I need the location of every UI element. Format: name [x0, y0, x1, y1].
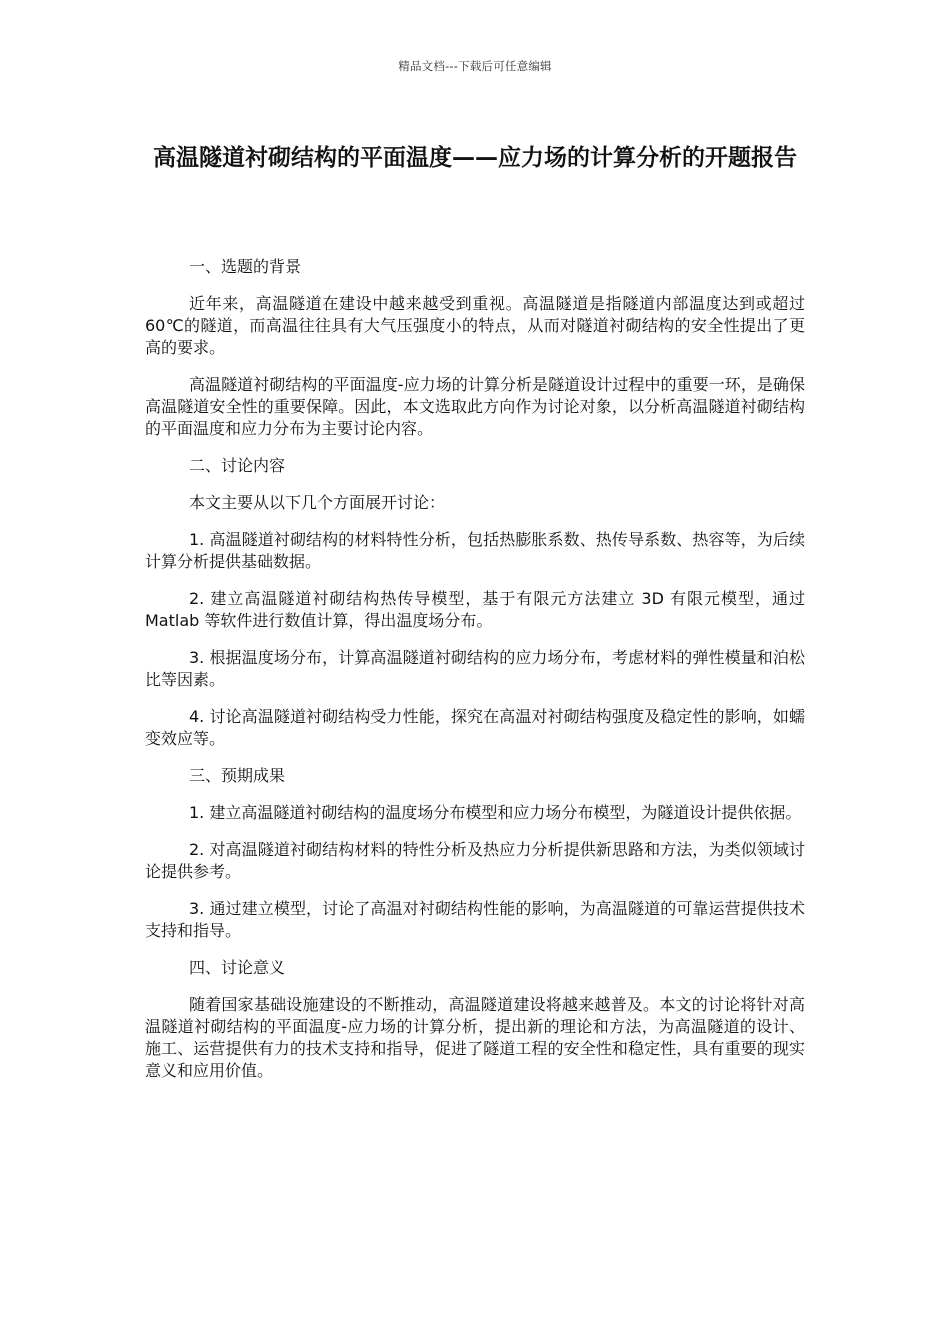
- paragraph: 本文主要从以下几个方面展开讨论：: [189, 493, 446, 512]
- list-item: 1. 高温隧道衬砌结构的材料特性分析，包括热膨胀系数、热传导系数、热容等，为后续计算分析提供基础数据。: [145, 530, 805, 571]
- list-item: 2. 建立高温隧道衬砌结构热传导模型，基于有限元方法建立 3D 有限元模型，通过 Matlab 等软件进行数值计算，得出温度场分布。: [145, 589, 805, 630]
- header-note: 精品文档---下载后可任意编辑: [398, 59, 552, 73]
- paragraph: 近年来，高温隧道在建设中越来越受到重视。高温隧道是指隧道内部温度达到或超过 60℃的隧道，而高温往往具有大气压强度小的特点，从而对隧道衬砌结构的安全性提出了更高的要求。: [145, 294, 805, 357]
- list-item: 4. 讨论高温隧道衬砌结构受力性能，探究在高温对衬砌结构强度及稳定性的影响，如蠕变效应等。: [145, 707, 805, 748]
- list-item: 2. 对高温隧道衬砌结构材料的特性分析及热应力分析提供新思路和方法，为类似领域讨论提供参考。: [145, 840, 805, 881]
- paragraph: 随着国家基础设施建设的不断推动，高温隧道建设将越来越普及。本文的讨论将针对高温隧道衬砌结构的平面温度-应力场的计算分析，提出新的理论和方法，为高温隧道的设计、施工、运营提供有力的技术支持和指导，促进了隧道工程的安全性和稳定性，具有重要的现实意义和应用价值。: [145, 995, 805, 1080]
- list-item: 1. 建立高温隧道衬砌结构的温度场分布模型和应力场分布模型，为隧道设计提供依据。: [189, 803, 802, 822]
- section-heading-significance: 四、讨论意义: [189, 958, 286, 977]
- list-item: 3. 通过建立模型，讨论了高温对衬砌结构性能的影响，为高温隧道的可靠运营提供技术支持和指导。: [145, 899, 805, 940]
- section-heading-outcomes: 三、预期成果: [189, 766, 286, 785]
- section-heading-content: 二、讨论内容: [189, 456, 286, 475]
- paragraph: 高温隧道衬砌结构的平面温度-应力场的计算分析是隧道设计过程中的重要一环，是确保高温隧道安全性的重要保障。因此，本文选取此方向作为讨论对象，以分析高温隧道衬砌结构的平面温度和应力分布为主要讨论内容。: [145, 375, 805, 438]
- section-heading-background: 一、选题的背景: [189, 257, 302, 276]
- document-title: 高温隧道衬砌结构的平面温度——应力场的计算分析的开题报告: [153, 145, 797, 171]
- document-body: [145, 256, 805, 1097]
- list-item: 3. 根据温度场分布，计算高温隧道衬砌结构的应力场分布，考虑材料的弹性模量和泊松比等因素。: [145, 648, 805, 689]
